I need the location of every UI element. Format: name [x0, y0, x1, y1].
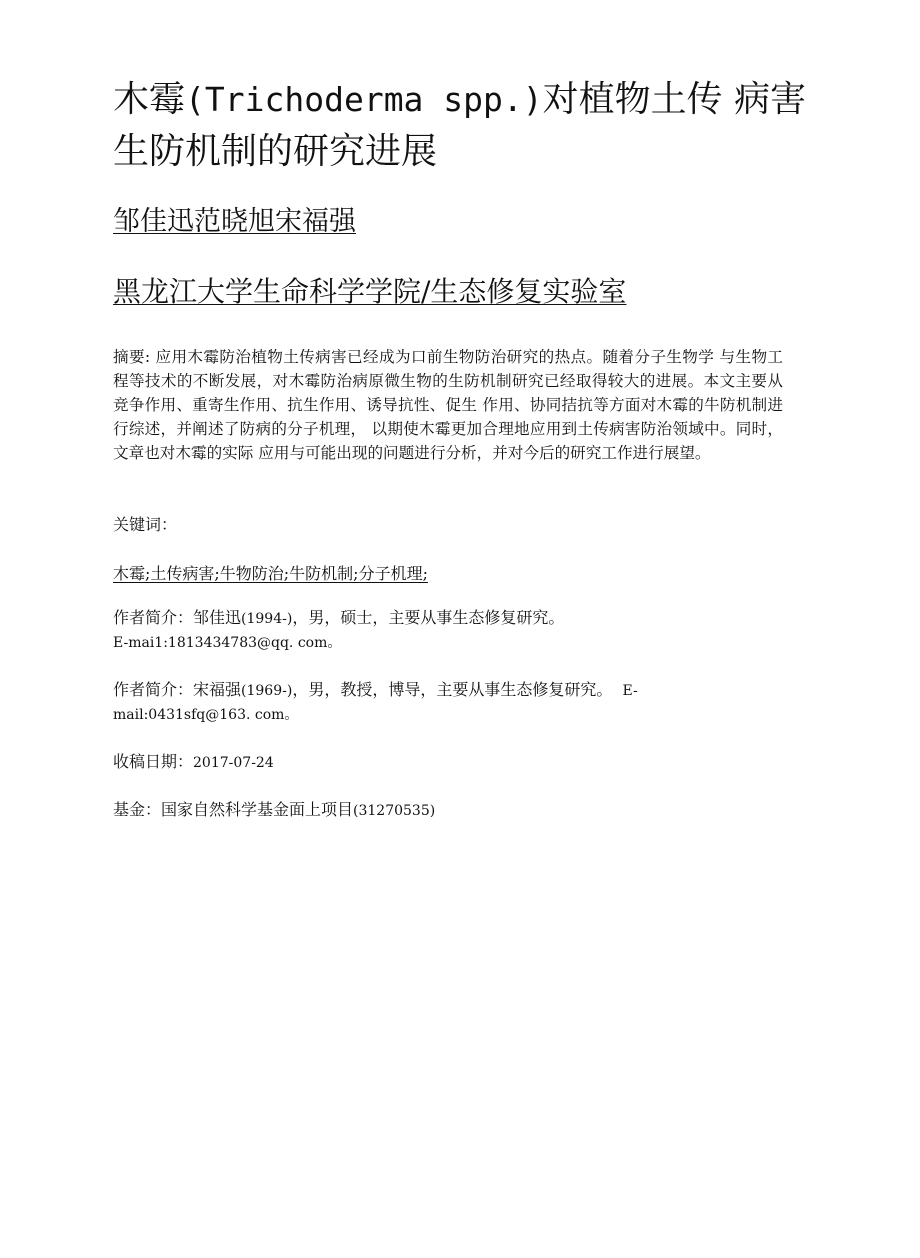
keywords-list: 木霉;土传病害;牛物防治;牛防机制;分子机理;	[113, 564, 428, 583]
title-part-1: 木霉	[113, 79, 186, 120]
author-info-1-email: E-mai1:1813434783@qq. com。	[113, 635, 342, 651]
fund-code: (31270535)	[353, 803, 436, 819]
author-info-2	[113, 678, 713, 727]
author-info-2-email-head: E-	[622, 683, 638, 699]
affiliation: 黑龙江大学生命科学学院/生态修复实验室	[113, 275, 627, 308]
author-info-2-prefix: 作者简介：宋福强	[113, 680, 242, 699]
author-info-1-prefix: 作者简介：邹佳迅	[113, 608, 242, 627]
author-info-2-born: (1969-)	[241, 683, 293, 699]
author-list: 邹佳迅范晓旭宋福强	[113, 206, 356, 237]
keywords-label: 关键词：	[113, 515, 178, 534]
fund-label: 基金：国家自然科学基金面上项目	[113, 800, 354, 819]
abstract: 摘要: 应用木霉防治植物土传病害已经成为口前生物防治研究的热点。随着分子生物学 与生物工程等技术的不断发展，对木霉防治病原微生物的生防机制研究已经取得较大的进展。本文主要从竞争作用、重寄生作用、抗生作用、诱导抗性、促生 作用、协同拮抗等方面对木霉的牛防机制进行综述，并阐述了防病的分子机理， 以期使木霉更加合理地应用到土传病害防治领域中。同时，文章也对木霉的实际 应用与可能出现的问题进行分析，并对今后的研究工作进行展望。	[113, 348, 783, 462]
author-info-2-rest: ，男，教授，博导，主要从事生态修复研究。	[292, 680, 613, 699]
author-info-1-rest: ，男，硕士，主要从事生态修复研究。	[292, 608, 565, 627]
title-part-2: 对植物土传 病害生防机制的研究进展	[113, 79, 807, 172]
paper-title	[113, 74, 813, 178]
received-date	[113, 750, 713, 775]
author-info-1-born: (1994-)	[241, 611, 293, 627]
author-info-2-email: mail:0431sfq@163. com。	[113, 707, 299, 723]
received-label: 收稿日期：	[113, 752, 194, 771]
fund-info	[113, 798, 713, 823]
author-info-1	[113, 606, 713, 655]
received-date-value: 2017-07-24	[193, 755, 274, 771]
title-latin-name: (Trichoderma spp.)	[185, 80, 543, 119]
